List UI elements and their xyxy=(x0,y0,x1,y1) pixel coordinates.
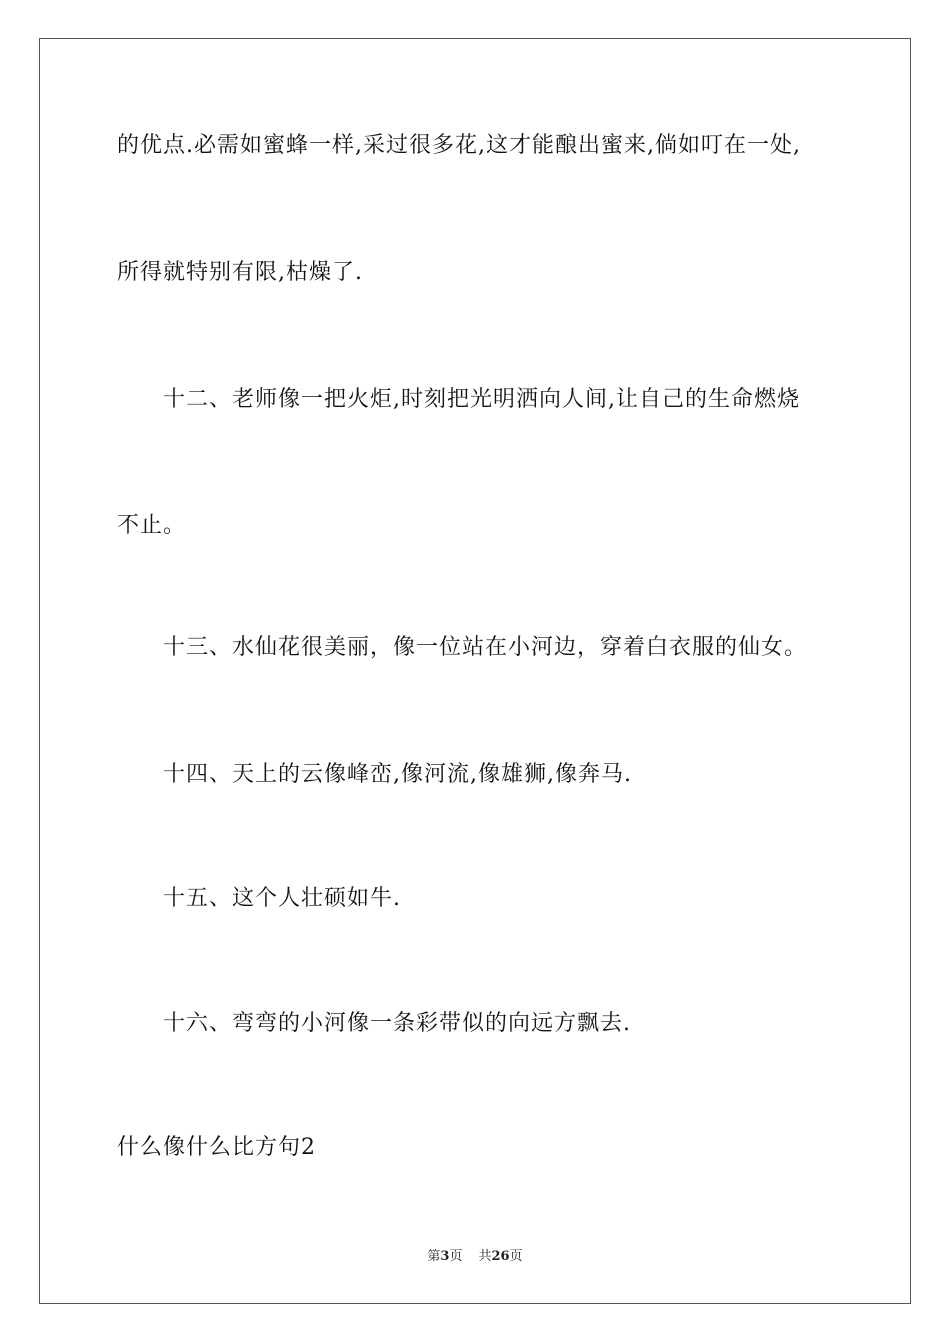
footer-total-suffix: 页 xyxy=(509,1249,523,1264)
footer-total-pages: 26 xyxy=(491,1249,510,1264)
footer-total-prefix: 共 xyxy=(478,1249,492,1264)
section-heading: 什么像什么比方句2 xyxy=(117,1135,316,1160)
text-line-4: 不止。 xyxy=(117,513,187,538)
text-line-3: 十二、老师像一把火炬,时刻把光明洒向人间,让自己的生命燃烧 xyxy=(163,387,800,412)
footer-page-number: 3 xyxy=(440,1249,450,1264)
text-line-5: 十三、水仙花很美丽，像一位站在小河边，穿着白衣服的仙女。 xyxy=(163,635,808,660)
footer-page-suffix: 页 xyxy=(449,1249,463,1264)
text-line-1: 的优点.必需如蜜蜂一样,采过很多花,这才能酿出蜜来,倘如叮在一处, xyxy=(117,133,801,158)
page-footer xyxy=(0,1245,950,1264)
footer-page-prefix: 第 xyxy=(427,1249,441,1264)
page-frame xyxy=(39,38,911,1304)
text-line-6: 十四、天上的云像峰峦,像河流,像雄狮,像奔马. xyxy=(163,762,632,787)
text-line-7: 十五、这个人壮硕如牛. xyxy=(163,886,401,911)
text-line-2: 所得就特别有限,枯燥了. xyxy=(117,260,363,285)
text-line-8: 十六、弯弯的小河像一条彩带似的向远方飘去. xyxy=(163,1011,631,1036)
